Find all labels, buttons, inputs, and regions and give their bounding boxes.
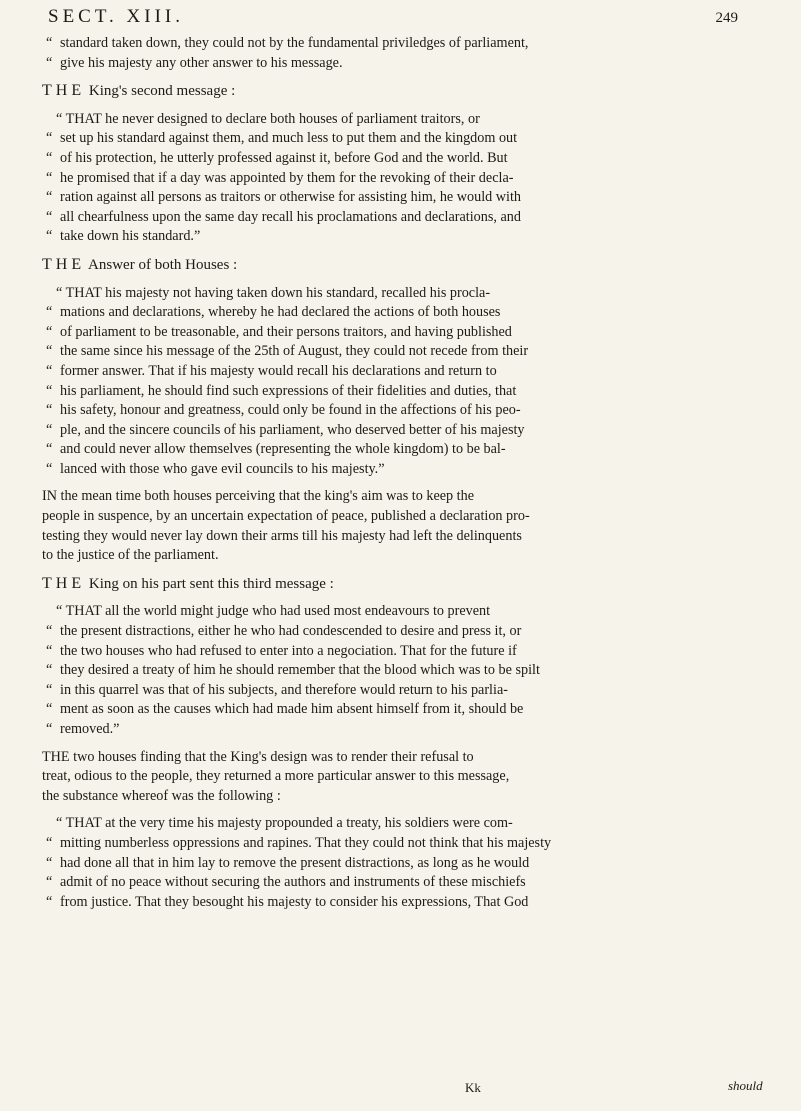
- text-line: “ set up his standard against them, and much less to put them and the kingdom out: [46, 130, 518, 147]
- paragraph-two-houses: [42, 748, 752, 807]
- text-line: “ he promised that if a day was appointed by them for the revoking of their decla-: [46, 169, 514, 186]
- text-line: IN the mean time both houses perceiving that the king's aim was to keep the: [42, 488, 475, 505]
- continued-quote: [42, 34, 752, 73]
- text-line: “ former answer. That if his majesty would recall his declarations and return to: [46, 362, 497, 379]
- text-line: “ his parliament, he should find such expressions of their fidelities and duties, that: [46, 382, 517, 399]
- text-line: “ his safety, honour and greatness, could only be found in the affections of his peo-: [46, 402, 521, 419]
- text-line: “ admit of no peace without securing the authors and instruments of these mischiefs: [46, 874, 526, 891]
- text-line: “ removed.”: [46, 721, 120, 737]
- text-line: “ take down his standard.”: [46, 228, 201, 245]
- text-line: “ the same since his message of the 25th of August, they could not recede from their: [46, 343, 529, 360]
- text-line: “ of his protection, he utterly professed against it, before God and the world. But: [46, 149, 508, 166]
- text-line: people in suspence, by an uncertain expectation of peace, published a declaration pro-: [42, 508, 530, 525]
- text-line: “ ple, and the sincere councils of his parliament, who deserved better of his majesty: [46, 421, 525, 438]
- running-header: [48, 6, 738, 32]
- text-line: “ lanced with those who gave evil councils to his majesty.”: [46, 460, 385, 477]
- text-line: “ THAT at the very time his majesty propounded a treaty, his soldiers were com-: [56, 815, 513, 832]
- kings-second-message: [42, 110, 752, 247]
- text-line: “ from justice. That they besought his majesty to consider his expressions, That God: [46, 893, 529, 910]
- text-line: “ and could never allow themselves (representing the whole kingdom) to be bal-: [46, 441, 506, 458]
- heading-third-message: THE King on his part sent this third message :: [42, 574, 334, 592]
- text-line: “ mitting numberless oppressions and rapines. That they could not think that his majesty: [46, 834, 552, 851]
- text-line: “ had done all that in him lay to remove the present distractions, as long as he would: [46, 854, 530, 871]
- heading-answer-of-both-houses: THE Answer of both Houses :: [42, 255, 238, 273]
- paragraph-in-the-mean-time: [42, 487, 752, 565]
- text-line: “ ment as soon as the causes which had made him absent himself from it, should be: [46, 701, 524, 718]
- text-line: “ THAT all the world might judge who had used most endeavours to prevent: [56, 603, 491, 620]
- text-line: “ the present distractions, either he who had condescended to desire and press it, or: [46, 623, 522, 640]
- page-number: 249: [715, 10, 738, 26]
- text-line: “ in this quarrel was that of his subjects, and therefore would return to his parlia-: [46, 681, 508, 698]
- text-line: “ they desired a treaty of him he should remember that the blood which was to be spilt: [46, 662, 540, 679]
- text-line: THE two houses finding that the King's design was to render their refusal to: [42, 748, 474, 765]
- houses-particular-answer: [42, 814, 752, 912]
- text-line: “ all chearfulness upon the same day recall his proclamations and declarations, and: [46, 208, 521, 225]
- signature-mark: Kk: [465, 1080, 481, 1095]
- section-title: SECT. XIII.: [48, 6, 184, 27]
- text-line: the substance whereof was the following :: [42, 787, 281, 804]
- heading-kings-second-message: THE King's second message :: [42, 82, 236, 100]
- page-footer: [0, 1080, 801, 1106]
- answer-of-both-houses: [42, 284, 752, 480]
- page-body: [42, 34, 752, 912]
- text-line: testing they would never lay down their arms till his majesty had left the delinquents: [42, 527, 522, 544]
- text-line: “ the two houses who had refused to enter into a negociation. That for the future if: [46, 642, 517, 659]
- text-line: “ give his majesty any other answer to his message.: [46, 54, 343, 71]
- text-line: treat, odious to the people, they returned a more particular answer to this message,: [42, 768, 510, 785]
- catchword: should: [728, 1078, 763, 1093]
- kings-third-message: [42, 602, 752, 739]
- text-line: “ of parliament to be treasonable, and their persons traitors, and having published: [46, 323, 512, 340]
- text-line: “ standard taken down, they could not by the fundamental priviledges of parliament,: [46, 35, 529, 51]
- text-line: “ THAT his majesty not having taken down his standard, recalled his procla-: [56, 284, 491, 301]
- text-line: “ THAT he never designed to declare both houses of parliament traitors, or: [56, 110, 480, 127]
- text-line: to the justice of the parliament.: [42, 547, 219, 564]
- text-line: “ mations and declarations, whereby he had declared the actions of both houses: [46, 304, 501, 321]
- text-line: “ ration against all persons as traitors or otherwise for assisting him, he would with: [46, 189, 522, 206]
